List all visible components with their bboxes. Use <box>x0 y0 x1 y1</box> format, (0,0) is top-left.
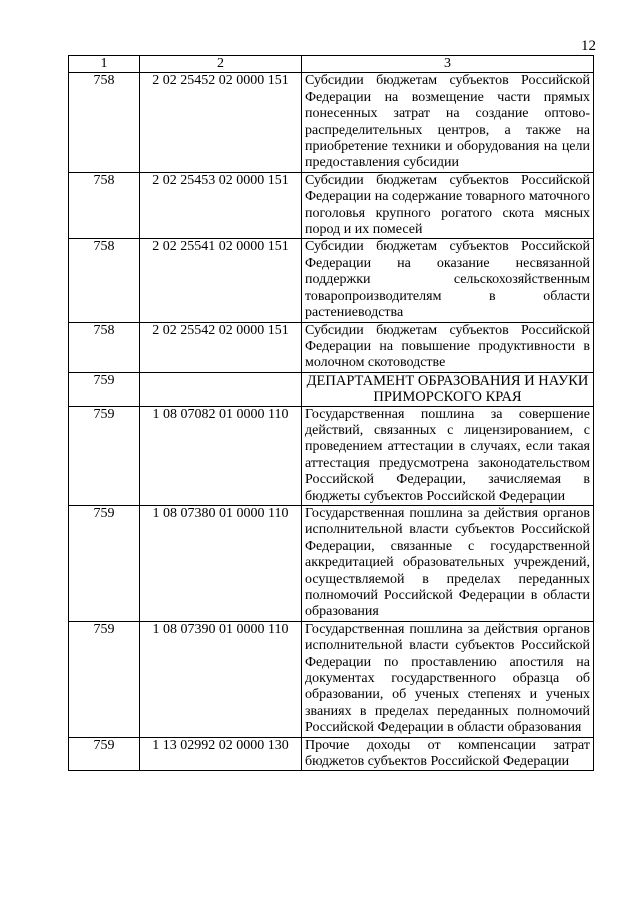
admin-code-cell: 759 <box>69 372 140 406</box>
admin-code-cell: 759 <box>69 737 140 771</box>
revenue-name-cell: Прочие доходы от компенсации затрат бюджетов субъектов Российской Федерации <box>302 737 594 771</box>
revenue-code-cell: 1 08 07380 01 0000 110 <box>140 505 302 621</box>
table-header <box>69 56 594 73</box>
revenue-code-cell: 2 02 25541 02 0000 151 <box>140 239 302 322</box>
revenue-name-cell: Субсидии бюджетам субъектов Российской Федерации на повышение продуктивности в молочном скотоводстве <box>302 322 594 372</box>
table-row <box>69 73 594 172</box>
revenue-code-cell: 1 08 07390 01 0000 110 <box>140 621 302 737</box>
revenue-name-cell: Государственная пошлина за действия органов исполнительной власти субъектов Российской Федерации по проставлению апостиля на документах государственного образца об образовании, об ученых степенях и ученых званиях в пределах переданных полномочий Российской Федерации в области образования <box>302 621 594 737</box>
department-row <box>69 372 594 406</box>
table-row <box>69 505 594 621</box>
table-row <box>69 239 594 322</box>
admin-code-cell: 758 <box>69 73 140 172</box>
admin-code-cell: 759 <box>69 621 140 737</box>
table-body <box>69 73 594 771</box>
revenue-code-cell <box>140 372 302 406</box>
table-row <box>69 621 594 737</box>
admin-code-cell: 758 <box>69 239 140 322</box>
department-name-cell: ДЕПАРТАМЕНТ ОБРАЗОВАНИЯ И НАУКИ ПРИМОРСКОГО КРАЯ <box>302 372 594 406</box>
revenue-code-cell: 2 02 25542 02 0000 151 <box>140 322 302 372</box>
admin-code-cell: 759 <box>69 505 140 621</box>
admin-code-cell: 758 <box>69 322 140 372</box>
table-row <box>69 322 594 372</box>
revenue-code-cell: 2 02 25452 02 0000 151 <box>140 73 302 172</box>
revenue-name-cell: Субсидии бюджетам субъектов Российской Федерации на возмещение части прямых понесенных затрат на создание оптово-распределительных центров, а также на приобретение техники и оборудования на цели предоставления субсидии <box>302 73 594 172</box>
admin-code-cell: 759 <box>69 406 140 505</box>
revenue-name-cell: Субсидии бюджетам субъектов Российской Федерации на оказание несвязанной поддержки сельскохозяйственным товаропроизводителям в области растениеводства <box>302 239 594 322</box>
revenue-code-cell: 2 02 25453 02 0000 151 <box>140 172 302 239</box>
header-col-1: 1 <box>69 56 140 73</box>
page-number: 12 <box>581 38 596 54</box>
budget-classification-table <box>68 55 594 771</box>
header-col-2: 2 <box>140 56 302 73</box>
admin-code-cell: 758 <box>69 172 140 239</box>
table-row <box>69 172 594 239</box>
table-row <box>69 406 594 505</box>
table-row <box>69 737 594 771</box>
revenue-name-cell: Государственная пошлина за действия органов исполнительной власти субъектов Российской Федерации, связанные с государственной аккредитацией образовательных учреждений, осуществляемой в пределах переданных полномочий Российской Федерации в области образования <box>302 505 594 621</box>
revenue-code-cell: 1 13 02992 02 0000 130 <box>140 737 302 771</box>
header-row <box>69 56 594 73</box>
header-col-3: 3 <box>302 56 594 73</box>
revenue-code-cell: 1 08 07082 01 0000 110 <box>140 406 302 505</box>
revenue-name-cell: Государственная пошлина за совершение действий, связанных с лицензированием, с проведением аттестации в случаях, если такая аттестация предусмотрена законодательством Российской Федерации, зачисляемая в бюджеты субъектов Российской Федерации <box>302 406 594 505</box>
revenue-name-cell: Субсидии бюджетам субъектов Российской Федерации на содержание товарного маточного поголовья крупного рогатого скота мясных пород и их помесей <box>302 172 594 239</box>
